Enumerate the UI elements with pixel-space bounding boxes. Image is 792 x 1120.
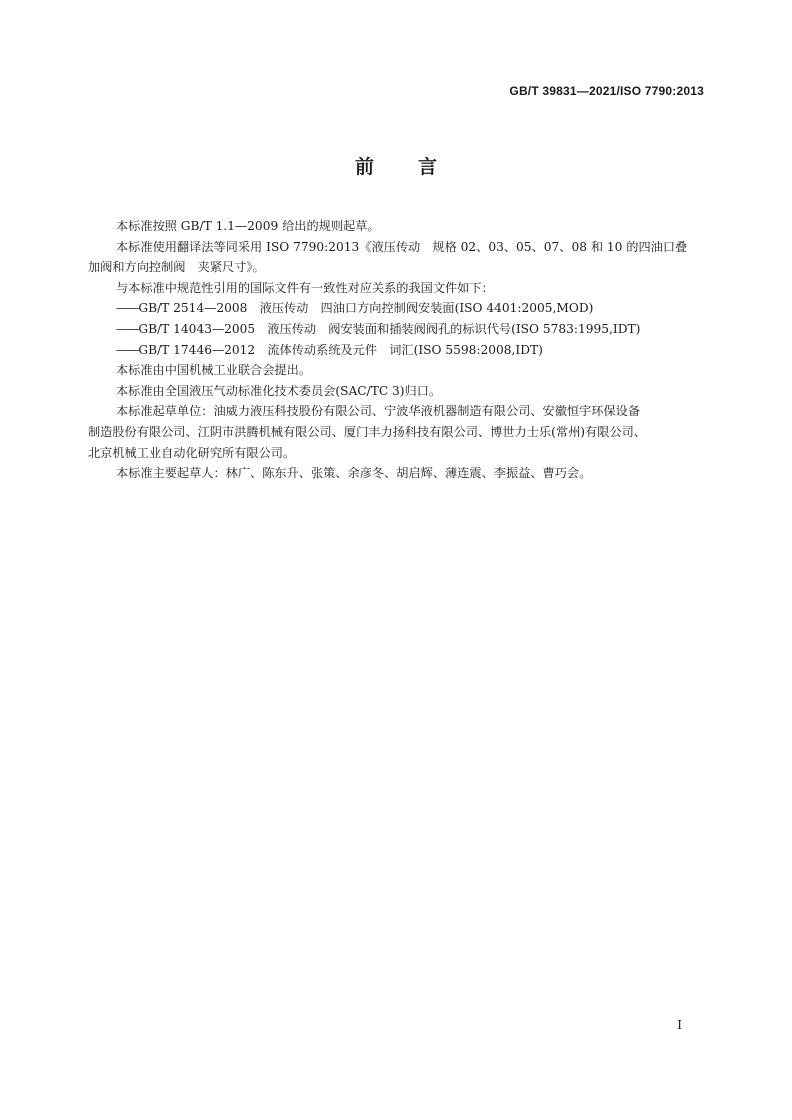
reference-item (88, 298, 704, 319)
page-number: I (677, 1018, 682, 1032)
dash-mark: —— (116, 321, 139, 336)
paragraph-proposer: 本标准由中国机械工业联合会提出。 (116, 363, 311, 378)
paragraph-drafting-units-line1: 本标准起草单位：油威力液压科技股份有限公司、宁波华液机器制造有限公司、安徽恒宇环保设备 (116, 404, 641, 419)
paragraph-adoption-line1: 本标准使用翻译法等同采用 ISO 7790:2013《液压传动 规格 02、03、05、07、08 和 10 的四油口叠 (116, 239, 688, 254)
preface-body (88, 216, 704, 484)
standard-number: GB/T 39831—2021/ISO 7790:2013 (509, 84, 704, 98)
paragraph-drafting-rules: 本标准按照 GB/T 1.1—2009 给出的规则起草。 (116, 219, 380, 233)
dash-mark: —— (116, 342, 139, 357)
reference-text: GB/T 2514—2008 液压传动 四油口方向控制阀安装面(ISO 4401:2005,MOD) (138, 301, 594, 316)
reference-text: GB/T 14043—2005 液压传动 阀安装面和插装阀阀孔的标识代号(ISO 5783:1995,IDT) (138, 321, 641, 336)
reference-text: GB/T 17446—2012 流体传动系统及元件 词汇(ISO 5598:2008,IDT) (138, 342, 543, 357)
page-title: 前言 (354, 156, 481, 178)
paragraph-drafters: 本标准主要起草人：林广、陈东升、张策、余彦冬、胡启辉、薄连震、李振益、曹巧会。 (116, 466, 592, 481)
paragraph-committee: 本标准由全国液压气动标准化技术委员会(SAC/TC 3)归口。 (116, 383, 442, 398)
reference-item (88, 340, 704, 361)
paragraph-references-intro: 与本标准中规范性引用的国际文件有一致性对应关系的我国文件如下： (116, 280, 494, 295)
reference-item (88, 319, 704, 340)
paragraph-drafting-units-line2: 制造股份有限公司、江阴市洪腾机械有限公司、厦门丰力扬科技有限公司、博世力士乐(常州)有限公司、 (88, 424, 646, 439)
paragraph-adoption-line2: 加阀和方向控制阀 夹紧尺寸》。 (88, 260, 265, 275)
dash-mark: —— (116, 301, 139, 316)
paragraph-drafting-units-line3: 北京机械工业自动化研究所有限公司。 (88, 445, 296, 460)
